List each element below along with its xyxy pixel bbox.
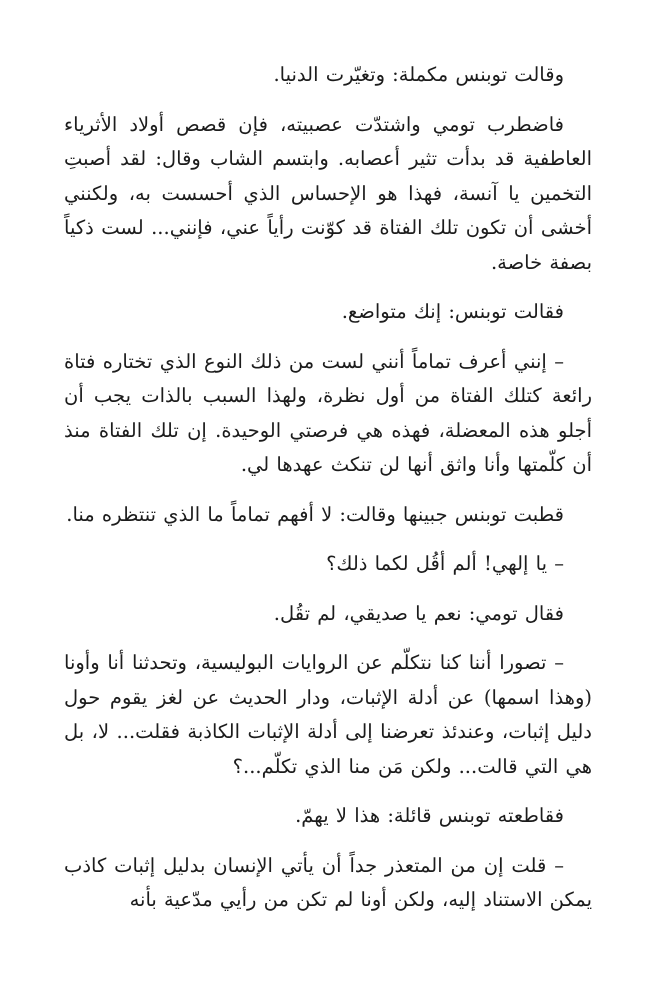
paragraph-8: – تصورا أننا كنا نتكلّم عن الروايات البوليسية، وتحدثنا أنا وأونا (وهذا اسمها) عن أدلة الإثبات، ودار الحديث عن لغز يقوم حول دليل إثبات، وعندئذ تعرضنا إلى أدلة الإثبات الكاذبة فقلت... لا، بل هي التي قالت... ولكن مَن منا الذي تكلّم...؟: [64, 651, 592, 778]
paragraph-2: فاضطرب تومي واشتدّت عصبيته، فإن قصص أولاد الأثرياء العاطفية قد بدأت تثير أعصابه. وابتسم الشاب وقال: لقد أصبتِ التخمين يا آنسة، فهذا هو الإحساس الذي أحسست به، ولكنني أخشى أن تكون تلك الفتاة قد كوّنت رأياً عني، فإنني... لست ذكياً بصفة خاصة.: [64, 112, 592, 274]
paragraph-7: فقال تومي: نعم يا صديقي، لم تقُل.: [273, 601, 564, 625]
paragraph-9: فقاطعته توبنس قائلة: هذا لا يهمّ.: [295, 804, 564, 827]
book-page: [64, 58, 592, 933]
paragraph-10: – قلت إن من المتعذر جداً أن يأتي الإنسان بدليل إثبات كاذب يمكن الاستناد إليه، ولكن أونا لم تكن من رأيي مدّعية بأنه: [64, 853, 592, 911]
paragraph-5: قطبت توبنس جبينها وقالت: لا أفهم تماماً ما الذي تنتظره منا.: [66, 502, 564, 526]
paragraph-4: – إنني أعرف تماماً أنني لست من ذلك النوع الذي تختاره فتاة رائعة كتلك الفتاة من أول نظرة، ولهذا السبب بالذات يجب أن أجلو هذه المعضلة، فهذه هي فرصتي الوحيدة. إن تلك الفتاة منذ أن كلّمتها وأنا واثق أنها لن تنكث عهدها لي.: [64, 349, 592, 476]
paragraph-1: وقالت توبنس مكملة: وتغيّرت الدنيا.: [273, 63, 564, 86]
paragraph-6: – يا إلهي! ألم أقُل لكما ذلك؟: [326, 552, 564, 575]
paragraph-3: فقالت توبنس: إنك متواضع.: [341, 300, 564, 323]
